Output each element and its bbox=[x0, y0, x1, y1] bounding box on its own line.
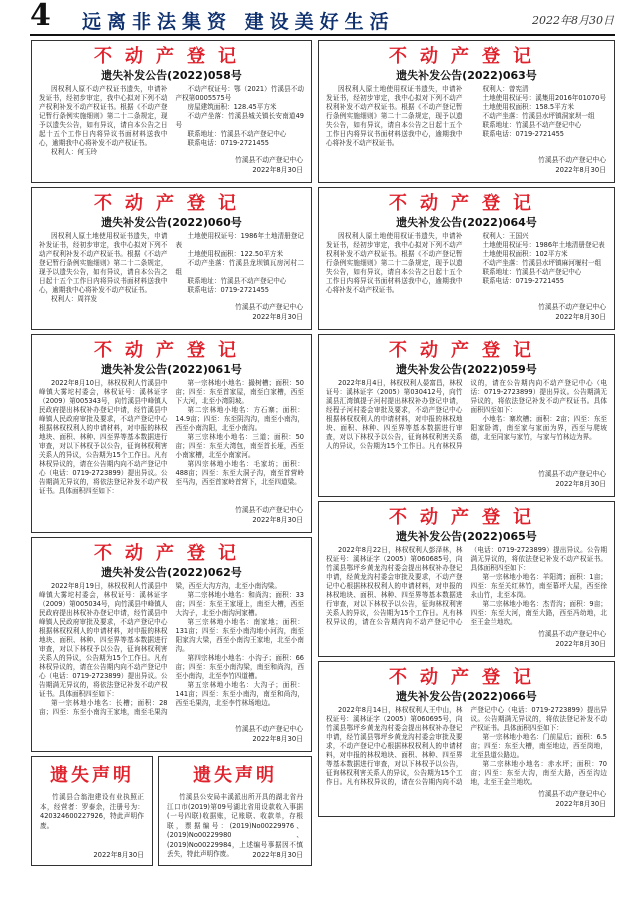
notice-box bbox=[318, 501, 615, 657]
notice-date: 2022年8月30日 bbox=[555, 799, 606, 808]
notice-box bbox=[318, 40, 615, 183]
notice-title: 不动产登记 bbox=[389, 507, 544, 528]
notice-signer: 竹溪县不动产登记中心 bbox=[235, 725, 303, 733]
notice-paragraph: 权利人：曾宪清 bbox=[482, 85, 529, 93]
notice-box bbox=[31, 187, 312, 330]
notice-paragraph: 因权利人原土地使用权证书遗失，申请补发证书，经初步审定，我中心拟对下列不动产权利补发不动产权证书。根据《不动产登记暂行条例实施细则》第二十二条规定，现予以遗失公告，如有异议，请自本公告之日起十五个工作日内将异议书面材料送我中心，逾期我中心将补发不动产权证书。 bbox=[326, 232, 463, 294]
lost-declaration-box bbox=[158, 756, 312, 866]
notice-date: 2022年8月30日 bbox=[555, 312, 606, 321]
notice-signature bbox=[538, 630, 606, 649]
notice-signer: 竹溪县不动产登记中心 bbox=[538, 470, 606, 478]
notice-box bbox=[318, 334, 615, 497]
notice-paragraph: 权利人：王国兴 bbox=[482, 232, 529, 240]
header-slogan: 远离非法集资 建设美好生活 bbox=[82, 11, 395, 33]
notice-date: 2022年8月30日 bbox=[252, 165, 303, 174]
notice-title: 不动产登记 bbox=[94, 193, 249, 214]
notice-box bbox=[318, 187, 615, 330]
notice-title: 不动产登记 bbox=[389, 46, 544, 67]
notice-date: 2022年8月30日 bbox=[252, 515, 303, 524]
notice-signer: 竹溪县不动产登记中心 bbox=[235, 156, 303, 164]
notice-paragraph: 联系地址：竹溪县不动产登记中心 bbox=[187, 130, 287, 138]
notice-paragraph: 联系电话：0719-2721455 bbox=[482, 130, 564, 138]
notice-signature bbox=[538, 790, 606, 809]
notice-title: 不动产登记 bbox=[389, 667, 544, 688]
notice-paragraph: 土地使用权面积：122.50平方米 bbox=[187, 250, 284, 258]
notice-signer: 竹溪县不动产登记中心 bbox=[538, 156, 606, 164]
notice-paragraph: 不动产坐落：竹溪县城关镇长安南道49号 bbox=[175, 112, 304, 129]
notice-paragraph: 第一宗林地小地名：撮树槽；面积：50亩；四至：东至首家屋，南至白家槽，西至下大河，北至小湾阴坡。 bbox=[175, 379, 304, 405]
notice-signature bbox=[538, 303, 606, 322]
notice-paragraph: 联系地址：竹溪县不动产登记中心 bbox=[482, 121, 582, 129]
notice-paragraph: 土地使用权证号：1986年土地清册登记表 bbox=[175, 232, 304, 249]
notice-box bbox=[31, 334, 312, 533]
notice-date: 2022年8月30日 bbox=[252, 734, 303, 743]
notice-date: 2022年8月30日 bbox=[252, 312, 303, 321]
notice-paragraph: 联系电话：0719-2721455 bbox=[482, 277, 564, 285]
notice-subtitle: 遗失补发公告(2022)066号 bbox=[396, 690, 537, 703]
notice-paragraph: 联系地址：竹溪县不动产登记中心 bbox=[482, 268, 582, 276]
notice-signature bbox=[538, 470, 606, 489]
notice-paragraph: 联系电话：0719-2721455 bbox=[187, 139, 269, 147]
notice-title: 不动产登记 bbox=[94, 46, 249, 67]
notice-paragraph: 不动产权证号：鄂（2021）竹溪县不动产权第0005575号 bbox=[175, 85, 304, 102]
notice-subtitle: 遗失补发公告(2022)061号 bbox=[101, 363, 242, 376]
notice-signature bbox=[235, 725, 303, 744]
header-date: 2022年8月30日 bbox=[532, 14, 614, 27]
notice-paragraph: 不动产坐落：竹溪县水坪镇洞家坝一组 bbox=[482, 112, 595, 120]
notice-box bbox=[318, 661, 615, 817]
notice-paragraph: 因权利人原不动产权证书遗失，申请补发证书，经初步审定，我中心拟对下列不动产权利补发不动产权证书。根据《不动产登记暂行条例实施细则》第二十二条规定，现予以遗失公告，如有异议，请自本公告之日起十五个工作日内将异议书面材料送我中心，逾期我中心将补发不动产权证书。 bbox=[39, 85, 168, 147]
lost-declaration-box bbox=[31, 756, 153, 866]
notice-paragraph: 2022年8月14日，林权权利人王中山，林权证号：溪林证字（2005）第060695号，向竹溪县鄂坪乡黄龙沟村委会提出林权补办登记申请，经竹溪县鄂坪乡黄龙沟村委会审批及要求，不动产登记中心根据林权权利人的申请材料，对申报的林权地块、面积、林种、四至界等基本数据进行审查，对以下林权予以公告，征询林权利害关系人的异议，公告期为15个工作日。凡有林权异议的，请在公告期内向不动产登记中心（电话：0719-2723899）提出异议。公告期满无异议的，将依法登记补发不动产权证书。具体面积四至如下： bbox=[326, 706, 607, 786]
notice-title: 不动产登记 bbox=[94, 340, 249, 361]
notice-paragraph: 第二宗林地小地名：和尚沟；面积：33亩；四至：东至王家垭上，南至大槽，西至大沟子，北至小南沟河家槽。 bbox=[175, 591, 304, 617]
notice-signer: 竹溪县不动产登记中心 bbox=[235, 506, 303, 514]
notice-title: 不动产登记 bbox=[389, 193, 544, 214]
notice-paragraph: 第一宗林地小地名：羊阳湾；面积：1亩；四至：东至关红林竹，南至幕坪大屋，西至徐永山竹，北至本岗。 bbox=[470, 573, 607, 599]
notice-paragraph: 2022年8月10日，林权权利人竹溪县中峰镇大雾坨村委会，林权证号：溪林证字（2009）第005343号，向竹溪县中峰镇人民政府提出林权补办登记申请，经竹溪县中峰镇人民政府审批及要求，不动产登记中心根据林权权利人的申请材料，对申报的林权地块、面积、林种、四至界等基本数据进行审查，对以下林权予以公告，征询林权利害关系人的异议，公告期为15个工作日。凡有林权异议的，请在公告期内向不动产登记中心（电话：0719-2723899）提出异议。公告期满无异议的，将依法登记补发不动产权证书。具体面积四至如下： bbox=[39, 379, 168, 495]
notice-subtitle: 遗失补发公告(2022)065号 bbox=[396, 530, 537, 543]
page-number: 4 bbox=[30, 0, 51, 33]
notice-signer: 竹溪县不动产登记中心 bbox=[235, 303, 303, 311]
notice-paragraph: 联系地址：竹溪县不动产登记中心 bbox=[187, 277, 287, 285]
notice-signature bbox=[235, 303, 303, 322]
notice-paragraph: 2022年8月19日，林权权利人竹溪县中峰镇大雾坨村委会，林权证号：溪林证字（2009）第005034号，向竹溪县中峰镇人民政府提出林权补办登记申请，经竹溪县中峰镇人民政府审批及要求，不动产登记中心根据林权权利人的申请材料，对申报的林权地块、面积、林种、四至界等基本数据进行审查，对以下林权予以公告，征询林权利害关系人的异议，公告期为15个工作日。凡有林权异议的，请在公告期内向不动产登记中心（电话：0719-2723899）提出异议。公告期满无异议的，将依法登记补发不动产权证书。具体面积四至如下： bbox=[39, 582, 168, 698]
notice-paragraph: 联系电话：0719-2721455 bbox=[187, 286, 269, 294]
notice-paragraph: 第一宗林地小地名：长槽；面积：28亩；四至：东至小南沟王家地，南至毛果沟梁，西至大沟方沟，北至小南沟梁。 bbox=[39, 582, 281, 716]
notice-signature bbox=[235, 156, 303, 175]
notice-paragraph: 土地使用权面积：102平方米 bbox=[482, 250, 568, 258]
notice-paragraph: 第三宗林地小地名：南家地；面积：131亩；四至：东至小南沟地小河沟，南至阳家沟大梁，西至小南沟王家地，北至小南沟。 bbox=[175, 618, 304, 653]
notice-subtitle: 遗失补发公告(2022)059号 bbox=[396, 363, 537, 376]
notice-signer: 竹溪县不动产登记中心 bbox=[538, 303, 606, 311]
notice-signature bbox=[538, 156, 606, 175]
notice-paragraph: 第三宗林地小地名：三道；面积：50亩；四至：东至大湾包，南至首长垭，西至小南家槽，北至小南家河。 bbox=[175, 433, 304, 459]
notice-date: 2022年8月30日 bbox=[555, 479, 606, 488]
notice-paragraph: 第二宗林地小地名：杰青沟；面积：9亩；四至：东至大河，南至大路，西至冯幼地，北至王金兰地坎。 bbox=[470, 600, 607, 626]
notice-date: 2022年8月30日 bbox=[555, 639, 606, 648]
notice-paragraph: 房屋建筑面积：128.45平方米 bbox=[187, 103, 277, 111]
notice-subtitle: 遗失补发公告(2022)060号 bbox=[101, 216, 242, 229]
declaration-date: 2022年8月30日 bbox=[93, 851, 144, 859]
notice-box bbox=[31, 537, 312, 752]
notice-paragraph: 小地名：寨坎槽；面积：2亩；四至：东至阳家卧湾，南至家与家面为界，西至与爬坡德，北至同家与家竹，与家与竹林边为界。 bbox=[470, 415, 607, 441]
notice-box bbox=[31, 40, 312, 183]
notice-body bbox=[32, 582, 311, 739]
notice-paragraph: 第五宗林地小地名：大沟子；面积：141亩；四至：东至小南沟，南至和尚沟，西至毛果沟，北至李竹林场地边。 bbox=[175, 681, 304, 707]
notice-paragraph: 2022年8月4日，林权权利人晏富昌，林权证号：溪林证字（2005）第030412号，向竹溪县汇湾镇提子河村提出林权补办登记申请，经程子河村委会审批及要求，不动产登记中心根据林权权利人的申请材料，对申报的林权地块、面积、林种、四至界等基本数据进行审查，对以下林权予以公告，征询林权利害关系人的异议，公告期为15个工作日。凡有林权异议的，请在公告期内向不动产登记中心（电话：0719-2723899）提出异议。公告期满无异议的，将依法登记补发不动产权证书。具体面积四至如下： bbox=[326, 379, 607, 450]
notice-paragraph: 权利人：周祥发 bbox=[51, 295, 98, 303]
notice-paragraph: 第四宗林地小地名：小沟子；面积：66亩；四至：东至小南沟梁，南至和尚沟，西至小南沟，北至李竹四道槽。 bbox=[175, 654, 304, 680]
notice-title: 不动产登记 bbox=[389, 340, 544, 361]
notice-body bbox=[32, 379, 311, 520]
notice-paragraph: 权利人：何玉玲 bbox=[51, 148, 98, 156]
notice-paragraph: 2022年8月22日，林权权利人彭泽林，林权证号：溪林证字（2005）第060685号，向竹溪县鄂坪乡黄龙沟村委会提出林权补办登记申请，经黄龙沟村委会审批及要求，不动产登记中心根据林权权利人的申请材料，对申报的林权地块、面积、林种、四至界等基本数据进行审查，对以下林权予以公告，征询林权利害关系人的异议，公告期为15个工作日。凡有林权异议的，请在公告期内向不动产登记中心（电话：0719-2723899）提出异议。公告期满无异议的，将依法登记补发不动产权证书。具体面积四至如下： bbox=[326, 546, 607, 626]
notice-paragraph: 因权利人原土地使用权证书遗失，申请补发证书，经初步审定，我中心拟对下列不动产权利补发不动产权证书。根据《不动产登记暂行条例实施细则》第二十二条规定，现予以遗失公告，如有异议，请自本公告之日起十五个工作日内将异议书面材料送我中心，逾期我中心将补发不动产权证书。 bbox=[326, 85, 463, 147]
notice-subtitle: 遗失补发公告(2022)058号 bbox=[101, 69, 242, 82]
notice-signature bbox=[235, 506, 303, 525]
declaration-body: 竹溪县公安局丰溪派出所开具的湖北省丹江口市(2019)第09号湖北省用设款收入事据(一号四联)收据账，记账联、收款单，存根联，票据编号：(2019)No00229976、(2019)No00229980、(2019)No00229984，上述编号事据因不慎丢失，特此声明作废。 bbox=[167, 793, 303, 858]
notice-body bbox=[319, 379, 614, 484]
notice-paragraph: 第二宗林地小地名：方石寨；面积：14.9亩；四至：东至阴沟沟，南至小南沟，西至小南沟阳，北至小南沟。 bbox=[175, 406, 304, 432]
declaration-title: 遗失声明 bbox=[50, 765, 134, 786]
notice-paragraph: 第二宗林地小地名：赤水坪；面积：70亩；四至：东至大沟，南至大路，西至沟边地，北至王金兰地坎。 bbox=[470, 760, 607, 786]
notice-title: 不动产登记 bbox=[94, 543, 249, 564]
header-rule bbox=[30, 34, 615, 36]
notice-paragraph: 土地使用权证号：1986年土地清册登记表 bbox=[482, 241, 605, 249]
masthead bbox=[0, 0, 620, 38]
notice-subtitle: 遗失补发公告(2022)063号 bbox=[396, 69, 537, 82]
notice-paragraph: 第四宗林地小地名：毛家坊；面积：488亩；四至：东至大洞子沟，南至首营岭至马沟，西至首家岭首营下，北至四道梁。 bbox=[175, 460, 304, 486]
notice-paragraph: 第一宗林地小地名：门前屋后；面积：6.5亩；四至：东至大槽，南至地边，西至岗地，北至县道公路边。 bbox=[470, 733, 607, 759]
notice-date: 2022年8月30日 bbox=[555, 165, 606, 174]
notice-subtitle: 遗失补发公告(2022)062号 bbox=[101, 566, 242, 579]
notice-subtitle: 遗失补发公告(2022)064号 bbox=[396, 216, 537, 229]
notice-signer: 竹溪县不动产登记中心 bbox=[538, 790, 606, 798]
notice-paragraph: 土地使用权证号：溪集用2016年01070号 bbox=[482, 94, 606, 102]
notice-signer: 竹溪县不动产登记中心 bbox=[538, 630, 606, 638]
notice-paragraph: 土地使用权面积：158.5平方米 bbox=[482, 103, 574, 111]
notice-paragraph: 不动产坐落：竹溪县龙坝镇瓦房河村二组 bbox=[175, 259, 304, 276]
declaration-date: 2022年8月30日 bbox=[252, 851, 303, 859]
declaration-title: 遗失声明 bbox=[193, 765, 277, 786]
declaration-body: 竹溪县合翁泡建设有业执照正本，经营者：罗泰余，注册号为：420324600227926，特此声明作废。 bbox=[40, 793, 144, 830]
notice-paragraph: 因权利人原土地使用权证书遗失，申请补发证书，经初步审定，我中心拟对下列不动产权利补发不动产权证书。根据《不动产登记暂行条例实施细则》第二十二条规定，现予以遗失公告，如有异议，请自本公告之日起十五个工作日内将异议书面材料送我中心，逾期我中心将补发不动产权证书。 bbox=[39, 232, 168, 294]
notice-paragraph: 不动产坐落：竹溪县水坪镇麻河堰村一组 bbox=[482, 259, 602, 267]
